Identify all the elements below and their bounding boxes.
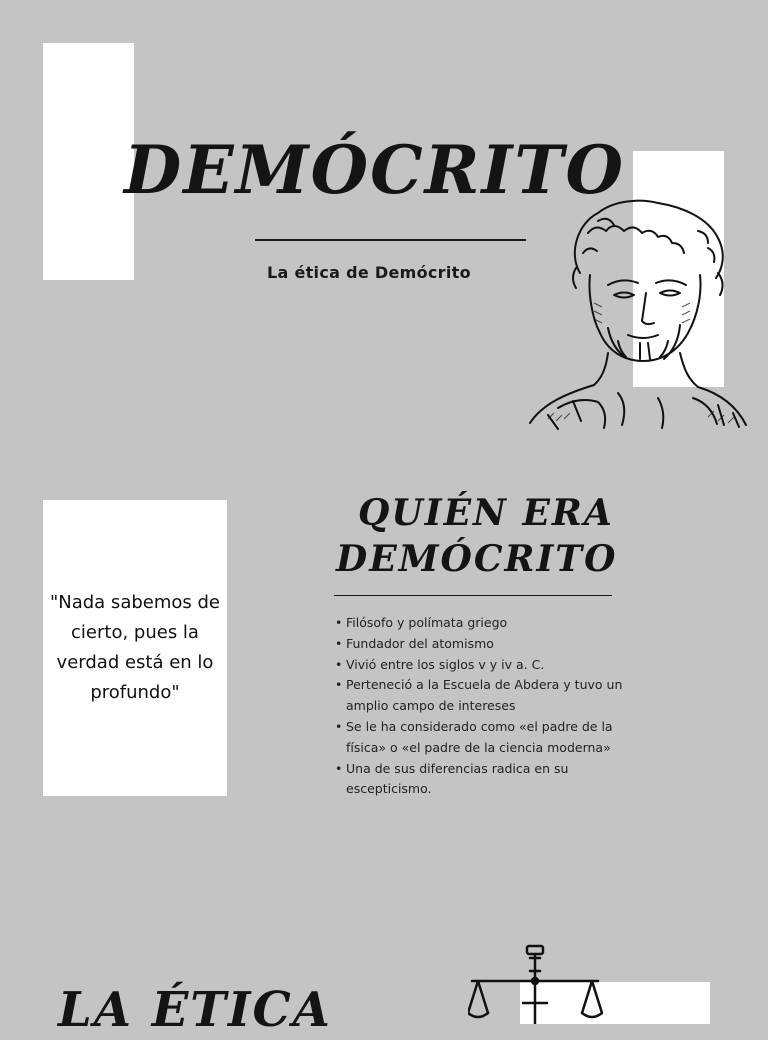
page-subtitle: La ética de Demócrito bbox=[267, 263, 471, 282]
about-bullet-list bbox=[334, 613, 646, 800]
about-divider bbox=[334, 595, 612, 596]
white-block-left bbox=[43, 43, 134, 280]
list-item: • Una de sus diferencias radica en su escepticismo. bbox=[346, 759, 646, 801]
page-title: DEMÓCRITO bbox=[124, 131, 625, 209]
list-item: • Fundador del atomismo bbox=[346, 634, 646, 655]
about-heading-line2: DEMÓCRITO bbox=[336, 538, 618, 580]
list-item: • Perteneció a la Escuela de Abdera y tuvo un amplio campo de intereses bbox=[346, 675, 646, 717]
ethics-heading: LA ÉTICA bbox=[58, 982, 332, 1038]
balance-scale-icon bbox=[468, 943, 603, 1024]
list-item: • Se le ha considerado como «el padre de la física» o «el padre de la ciencia moderna» bbox=[346, 717, 646, 759]
title-divider bbox=[255, 239, 526, 241]
portrait-illustration bbox=[528, 193, 748, 430]
about-heading-line1: QUIÉN ERA bbox=[358, 492, 614, 534]
quote-text: "Nada sabemos de cierto, pues la verdad está en lo profundo" bbox=[49, 592, 220, 703]
list-item: • Filósofo y polímata griego bbox=[346, 613, 646, 634]
list-item: • Vivió entre los siglos v y iv a. C. bbox=[346, 655, 646, 676]
